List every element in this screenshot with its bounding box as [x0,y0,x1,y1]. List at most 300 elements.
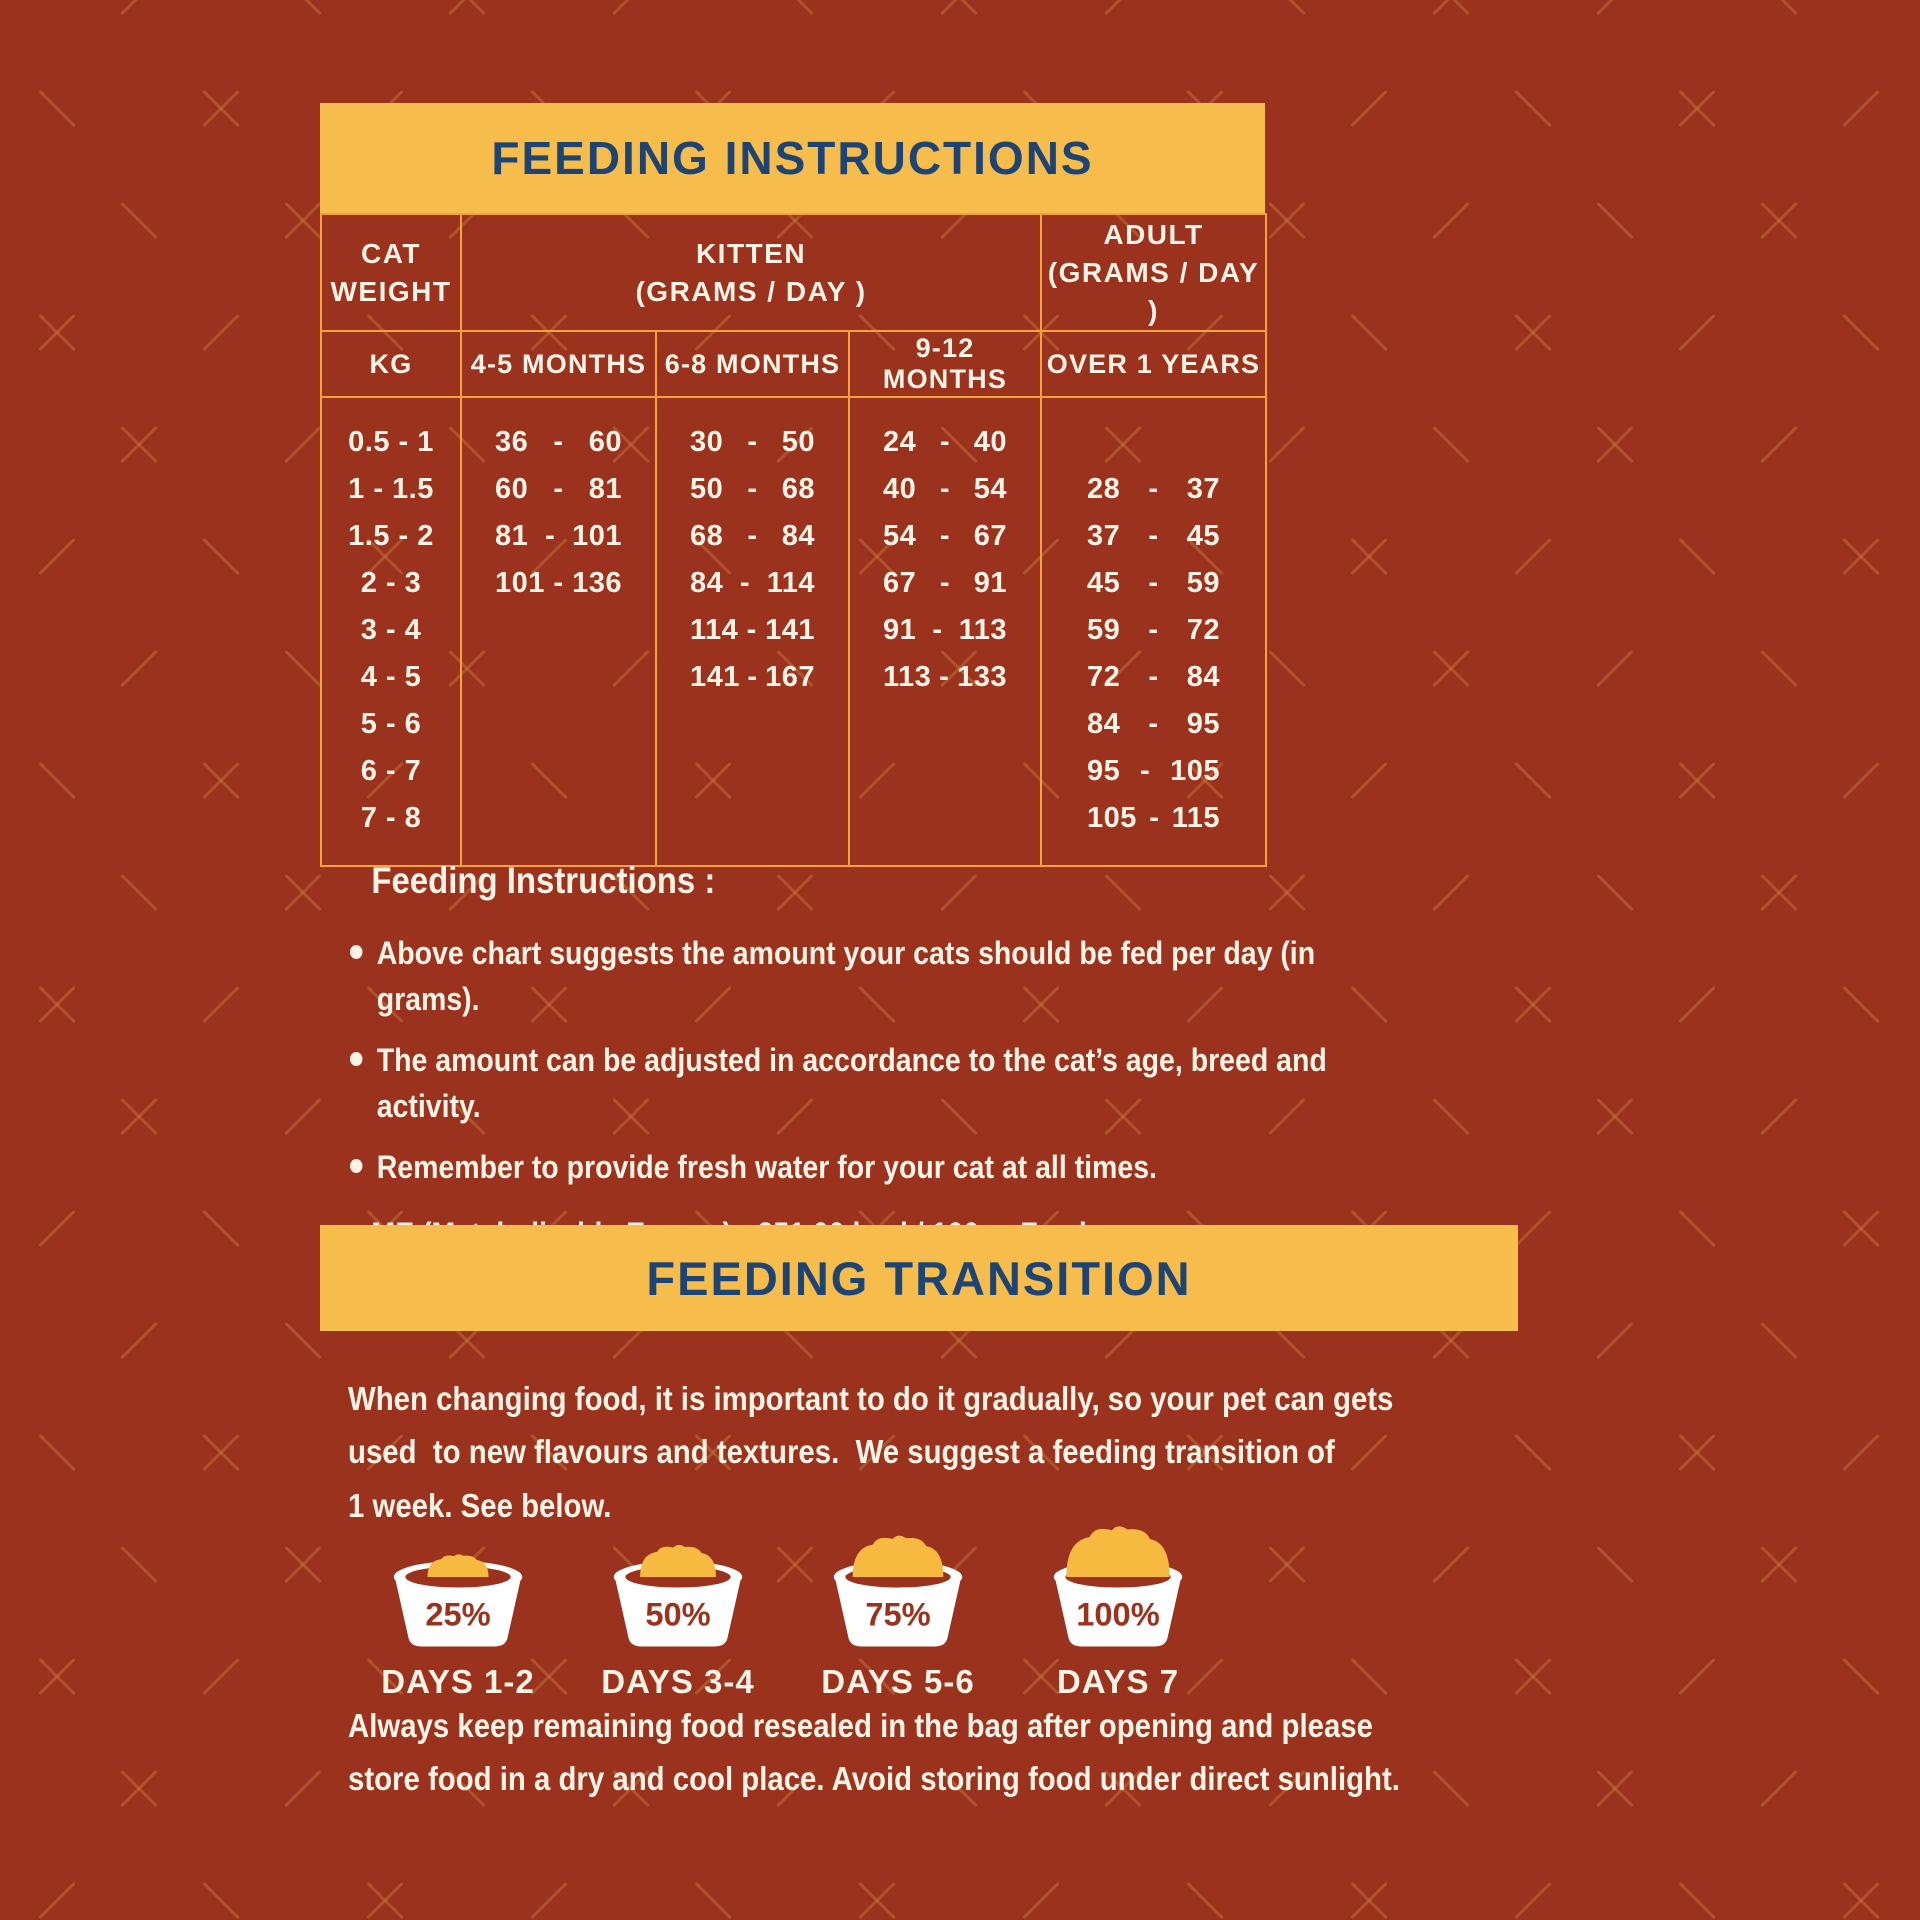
range-max: 113 [958,614,1007,647]
range-min: 37 [1087,520,1121,553]
cell-grams-range [656,748,849,795]
range-max: 84 [1186,661,1220,694]
range-max: 68 [781,473,815,506]
pattern-x-mark [114,1090,164,1140]
cell-grams-range [849,701,1041,748]
range-dash: - [1148,661,1159,694]
grams-range [658,473,847,506]
pattern-slash-mark [1426,1538,1476,1588]
notes-bullet [350,930,1400,1023]
pattern-slash-mark [1590,194,1640,244]
range-min: 101 [495,567,545,600]
cell-cat-weight: 1 - 1.5 [348,473,434,506]
cell-grams-range [461,397,656,466]
bowl-percent-label: 25% [425,1595,491,1633]
range-min: 81 [495,520,529,553]
range-dash: - [1148,473,1159,506]
feeding-instructions-banner [320,103,1265,213]
cell-grams-range [461,701,656,748]
range-min: 50 [690,473,724,506]
pattern-slash-mark [114,642,164,692]
pattern-slash-mark [524,1874,574,1920]
pattern-slash-mark [1836,306,1886,356]
cell-grams-range [656,701,849,748]
cell-grams-range [1041,701,1266,748]
cell-cat-weight: 2 - 3 [360,567,422,600]
grams-range [1043,614,1264,647]
range-min: 30 [690,426,724,459]
table-header-group-row [321,214,1266,331]
cell-grams-range [849,397,1041,466]
table-row [321,701,1266,748]
pattern-x-mark [278,1538,328,1588]
cell-grams-range [849,654,1041,701]
pattern-slash-mark [32,1202,82,1252]
food-bowl-icon [1039,1518,1197,1657]
pattern-slash-mark [114,1314,164,1364]
range-dash: - [553,473,564,506]
range-max: 81 [588,473,622,506]
header-kg: KG [321,331,461,397]
pattern-slash-mark [1262,418,1312,468]
pattern-slash-mark [1180,1874,1230,1920]
pattern-slash-mark [1590,1314,1640,1364]
cell-grams-range [849,560,1041,607]
table-row [321,513,1266,560]
pattern-slash-mark [196,978,246,1028]
range-max: 141 [765,614,815,647]
cell-grams-range [656,654,849,701]
range-dash: - [747,426,758,459]
pattern-slash-mark [1836,754,1886,804]
grams-range [463,520,654,553]
pattern-slash-mark [278,1090,328,1140]
transition-days-label: DAYS 7 [1056,1663,1180,1700]
header-6-8-months: 6-8 MONTHS [656,331,849,397]
range-min: 67 [883,567,917,600]
header-line: CAT [361,237,421,269]
feeding-instructions-title: FEEDING INSTRUCTIONS [491,132,1094,184]
range-max: 72 [1186,614,1220,647]
pattern-slash-mark [688,1874,738,1920]
pattern-slash-mark [1672,1202,1722,1252]
range-max: 114 [766,567,815,600]
grams-range [1043,567,1264,600]
pattern-slash-mark [1262,0,1312,20]
range-min: 84 [1087,708,1121,741]
range-min: 60 [495,473,529,506]
pattern-x-mark [1836,1874,1886,1920]
range-min: 45 [1087,567,1121,600]
table-row [321,466,1266,513]
range-min: 24 [883,426,917,459]
bullet-dot-icon [350,1052,362,1066]
pattern-x-mark [934,0,984,20]
pattern-slash-mark [1344,82,1394,132]
feeding-notes-block [350,860,1507,1253]
cell-grams-range [461,466,656,513]
feeding-table [320,213,1267,867]
pattern-slash-mark [1590,642,1640,692]
range-max: 45 [1186,520,1220,553]
pattern-x-mark [114,1762,164,1812]
grams-range [851,426,1039,459]
header-line: (GRAMS / DAY ) [1047,256,1260,326]
cell-grams-range [849,607,1041,654]
pattern-slash-mark [196,1202,246,1252]
pattern-slash-mark [1508,530,1558,580]
range-dash: - [939,520,951,553]
table-row [321,795,1266,866]
pattern-x-mark [1672,82,1722,132]
cell-grams-range [656,513,849,560]
bullet-dot-icon [350,1159,362,1173]
cell-grams-range [461,654,656,701]
pattern-slash-mark [1836,82,1886,132]
range-min: 40 [883,473,917,506]
bullet-text: The amount can be adjusted in accordance to the cat’s age, breed and activity. [376,1041,1327,1125]
pattern-x-mark [1426,642,1476,692]
food-bowl-icon [599,1518,757,1657]
pattern-x-mark [1590,1762,1640,1812]
pattern-x-mark [196,1426,246,1476]
bowl-percent-label: 75% [865,1595,931,1633]
transition-step [592,1518,764,1701]
grams-range [1043,708,1264,741]
grams-range [1043,802,1264,835]
range-dash: - [553,426,564,459]
range-min: 141 [690,661,740,694]
range-dash: - [1148,614,1159,647]
cell-grams-range [656,795,849,866]
food-bowl-icon [379,1518,537,1657]
pattern-x-mark [114,418,164,468]
pattern-slash-mark [114,1538,164,1588]
pattern-slash-mark [1344,1650,1394,1700]
header-kitten [461,214,1041,331]
pattern-x-mark [32,978,82,1028]
cell-cat-weight: 4 - 5 [360,661,422,694]
pattern-slash-mark [114,0,164,20]
cell-cat-weight: 7 - 8 [360,802,422,835]
cell-grams-range [1041,513,1266,560]
range-dash: - [939,473,951,506]
cell-grams-range [849,513,1041,560]
pattern-x-mark [1590,418,1640,468]
pattern-x-mark [360,1874,410,1920]
range-min: 72 [1087,661,1121,694]
cell-grams-range [1041,748,1266,795]
pattern-slash-mark [1836,978,1886,1028]
pattern-slash-mark [32,82,82,132]
pattern-slash-mark [1754,418,1804,468]
range-max: 60 [588,426,622,459]
pattern-x-mark [442,0,492,20]
intro-line: used to new flavours and textures. We suggest a feeding transition of [348,1433,1335,1471]
cell-cat-weight: 0.5 - 1 [348,426,434,459]
grams-range [851,473,1039,506]
pattern-x-mark [1754,194,1804,244]
pattern-slash-mark [1262,642,1312,692]
pattern-slash-mark [1672,1650,1722,1700]
pattern-slash-mark [1016,1874,1066,1920]
cell-grams-range [1041,607,1266,654]
table-row [321,748,1266,795]
pattern-slash-mark [32,530,82,580]
grams-range [1043,755,1264,788]
range-max: 50 [781,426,815,459]
cell-grams-range [849,795,1041,866]
range-min: 54 [883,520,917,553]
range-dash: - [1148,708,1159,741]
grams-range [851,567,1039,600]
pattern-slash-mark [1508,1874,1558,1920]
range-max: 167 [765,661,815,694]
range-max: 115 [1171,802,1220,835]
header-line: (GRAMS / DAY ) [635,275,867,307]
table-row [321,654,1266,701]
cell-grams-range [1041,795,1266,866]
pattern-x-mark [278,866,328,916]
range-dash: - [553,567,564,600]
header-line: ADULT [1103,219,1204,250]
range-dash: - [746,614,757,647]
range-min: 28 [1087,473,1121,506]
notes-heading: Feeding Instructions : [371,860,716,901]
header-over-1-years: OVER 1 YEARS [1041,331,1266,397]
storage-line: store food in a dry and cool place. Avoid storing food under direct sunlight. [348,1759,1400,1797]
grams-range [851,614,1039,647]
pattern-x-mark [852,1874,902,1920]
range-min: 105 [1087,802,1137,835]
pattern-slash-mark [1590,1538,1640,1588]
pattern-x-mark [1344,530,1394,580]
table-header-age-row [321,331,1266,397]
range-max: 101 [572,520,622,553]
header-4-5-months: 4-5 MONTHS [461,331,656,397]
food-bowl-icon [819,1518,977,1657]
cell-grams-range [656,397,849,466]
pattern-slash-mark [1672,978,1722,1028]
grams-range [1043,473,1264,506]
header-adult [1041,214,1266,331]
range-dash: - [1149,802,1160,835]
cell-grams-range [1041,397,1266,466]
notes-bullet [350,1037,1400,1130]
transition-days-label: DAYS 1-2 [381,1663,535,1700]
range-min: 68 [690,520,724,553]
range-max: 67 [973,520,1007,553]
cell-grams-range [656,560,849,607]
cell-grams-range [461,795,656,866]
pattern-x-mark [1344,1874,1394,1920]
grams-range [463,473,654,506]
pattern-x-mark [1836,1202,1886,1252]
pattern-slash-mark [1344,754,1394,804]
pattern-slash-mark [770,0,820,20]
range-dash: - [545,520,556,553]
range-max: 95 [1186,708,1220,741]
pattern-slash-mark [1344,306,1394,356]
cell-grams-range [461,607,656,654]
cell-grams-range [656,466,849,513]
pattern-x-mark [1672,754,1722,804]
range-dash: - [747,520,758,553]
pattern-x-mark [1754,866,1804,916]
pattern-x-mark [1426,0,1476,20]
pattern-slash-mark [278,0,328,20]
pattern-x-mark [32,306,82,356]
pattern-slash-mark [1754,1090,1804,1140]
pattern-slash-mark [32,754,82,804]
storage-note [348,1700,1400,1806]
transition-step [812,1518,984,1701]
pattern-slash-mark [196,1874,246,1920]
pattern-x-mark [1508,1650,1558,1700]
pattern-slash-mark [32,1874,82,1920]
intro-line: When changing food, it is important to do it gradually, so your pet can gets [348,1380,1394,1417]
bullet-dot-icon [350,945,362,959]
grams-range [658,614,847,647]
cell-cat-weight: 1.5 - 2 [348,520,434,553]
bowl-percent-label: 50% [645,1595,711,1633]
range-min: 59 [1087,614,1121,647]
transition-intro [348,1372,1393,1532]
pattern-slash-mark [1672,1874,1722,1920]
cell-grams-range [1041,560,1266,607]
range-max: 133 [957,661,1007,694]
header-line: WEIGHT [330,275,452,307]
transition-step [1032,1518,1204,1701]
range-dash: - [939,426,951,459]
range-max: 40 [973,426,1007,459]
cell-grams-range [849,466,1041,513]
cell-grams-range [461,513,656,560]
feeding-transition-banner [320,1225,1518,1331]
pattern-slash-mark [1426,194,1476,244]
range-max: 37 [1186,473,1220,506]
header-line: KITTEN [695,237,807,269]
range-max: 59 [1186,567,1220,600]
grams-range [851,661,1039,694]
grams-range [463,567,654,600]
pattern-slash-mark [1508,82,1558,132]
range-min: 114 [690,614,739,647]
grams-range [658,661,847,694]
pattern-slash-mark [1426,418,1476,468]
pattern-slash-mark [1508,754,1558,804]
pattern-x-mark [1836,530,1886,580]
range-dash: - [739,567,751,600]
pattern-x-mark [32,1650,82,1700]
pattern-slash-mark [1672,530,1722,580]
cell-cat-weight: 6 - 7 [360,755,422,788]
range-dash: - [939,661,950,694]
pattern-x-mark [1508,306,1558,356]
range-dash: - [1140,755,1151,788]
pattern-slash-mark [114,866,164,916]
header-cat-weight [321,214,461,331]
cell-grams-range [461,748,656,795]
pattern-slash-mark [1754,1314,1804,1364]
pattern-x-mark [1672,1426,1722,1476]
feeding-transition-title: FEEDING TRANSITION [646,1251,1192,1305]
range-max: 54 [973,473,1007,506]
pattern-slash-mark [1754,642,1804,692]
cell-grams-range [1041,466,1266,513]
range-dash: - [747,473,758,506]
grams-range [1043,520,1264,553]
pattern-x-mark [1262,194,1312,244]
storage-line: Always keep remaining food resealed in the bag after opening and please [348,1707,1373,1744]
range-min: 84 [690,567,724,600]
pattern-slash-mark [1672,306,1722,356]
pattern-slash-mark [196,306,246,356]
pattern-slash-mark [278,1762,328,1812]
range-max: 136 [572,567,622,600]
intro-line: 1 week. See below. [348,1486,612,1524]
grams-range [658,426,847,459]
range-dash: - [939,567,951,600]
grams-range [463,426,654,459]
pattern-x-mark [196,754,246,804]
range-min: 91 [883,614,917,647]
transition-step [372,1518,544,1701]
range-dash: - [1148,520,1159,553]
pattern-slash-mark [1836,1426,1886,1476]
pattern-slash-mark [1508,1426,1558,1476]
pattern-x-mark [196,82,246,132]
range-max: 105 [1170,755,1220,788]
cell-grams-range [849,748,1041,795]
cell-grams-range [461,560,656,607]
pattern-slash-mark [1590,866,1640,916]
range-min: 113 [883,661,932,694]
pattern-slash-mark [1836,1650,1886,1700]
pattern-x-mark [1590,1090,1640,1140]
range-max: 91 [973,567,1007,600]
cell-cat-weight: 5 - 6 [360,708,422,741]
transition-steps [372,1518,1204,1701]
pattern-slash-mark [606,0,656,20]
cell-grams-range [1041,654,1266,701]
range-dash: - [747,661,758,694]
grams-range [851,520,1039,553]
bullet-text: Above chart suggests the amount your cats should be fed per day (in grams). [376,935,1316,1018]
grams-range [658,520,847,553]
notes-bullet-list [350,930,1507,1190]
range-dash: - [932,614,943,647]
table-row [321,560,1266,607]
cell-grams-range [656,607,849,654]
transition-days-label: DAYS 3-4 [601,1663,755,1700]
range-max: 84 [781,520,815,553]
transition-days-label: DAYS 5-6 [821,1663,975,1700]
grams-range [1043,661,1264,694]
notes-bullet [350,1144,1400,1190]
table-row [321,607,1266,654]
bowl-percent-label: 100% [1076,1595,1160,1633]
pattern-slash-mark [32,1426,82,1476]
pattern-slash-mark [1426,1762,1476,1812]
pattern-x-mark [1262,1538,1312,1588]
pattern-slash-mark [1754,0,1804,20]
pattern-slash-mark [1590,0,1640,20]
pattern-x-mark [1754,1538,1804,1588]
grams-range [658,567,847,600]
range-min: 95 [1087,755,1121,788]
pattern-slash-mark [114,194,164,244]
